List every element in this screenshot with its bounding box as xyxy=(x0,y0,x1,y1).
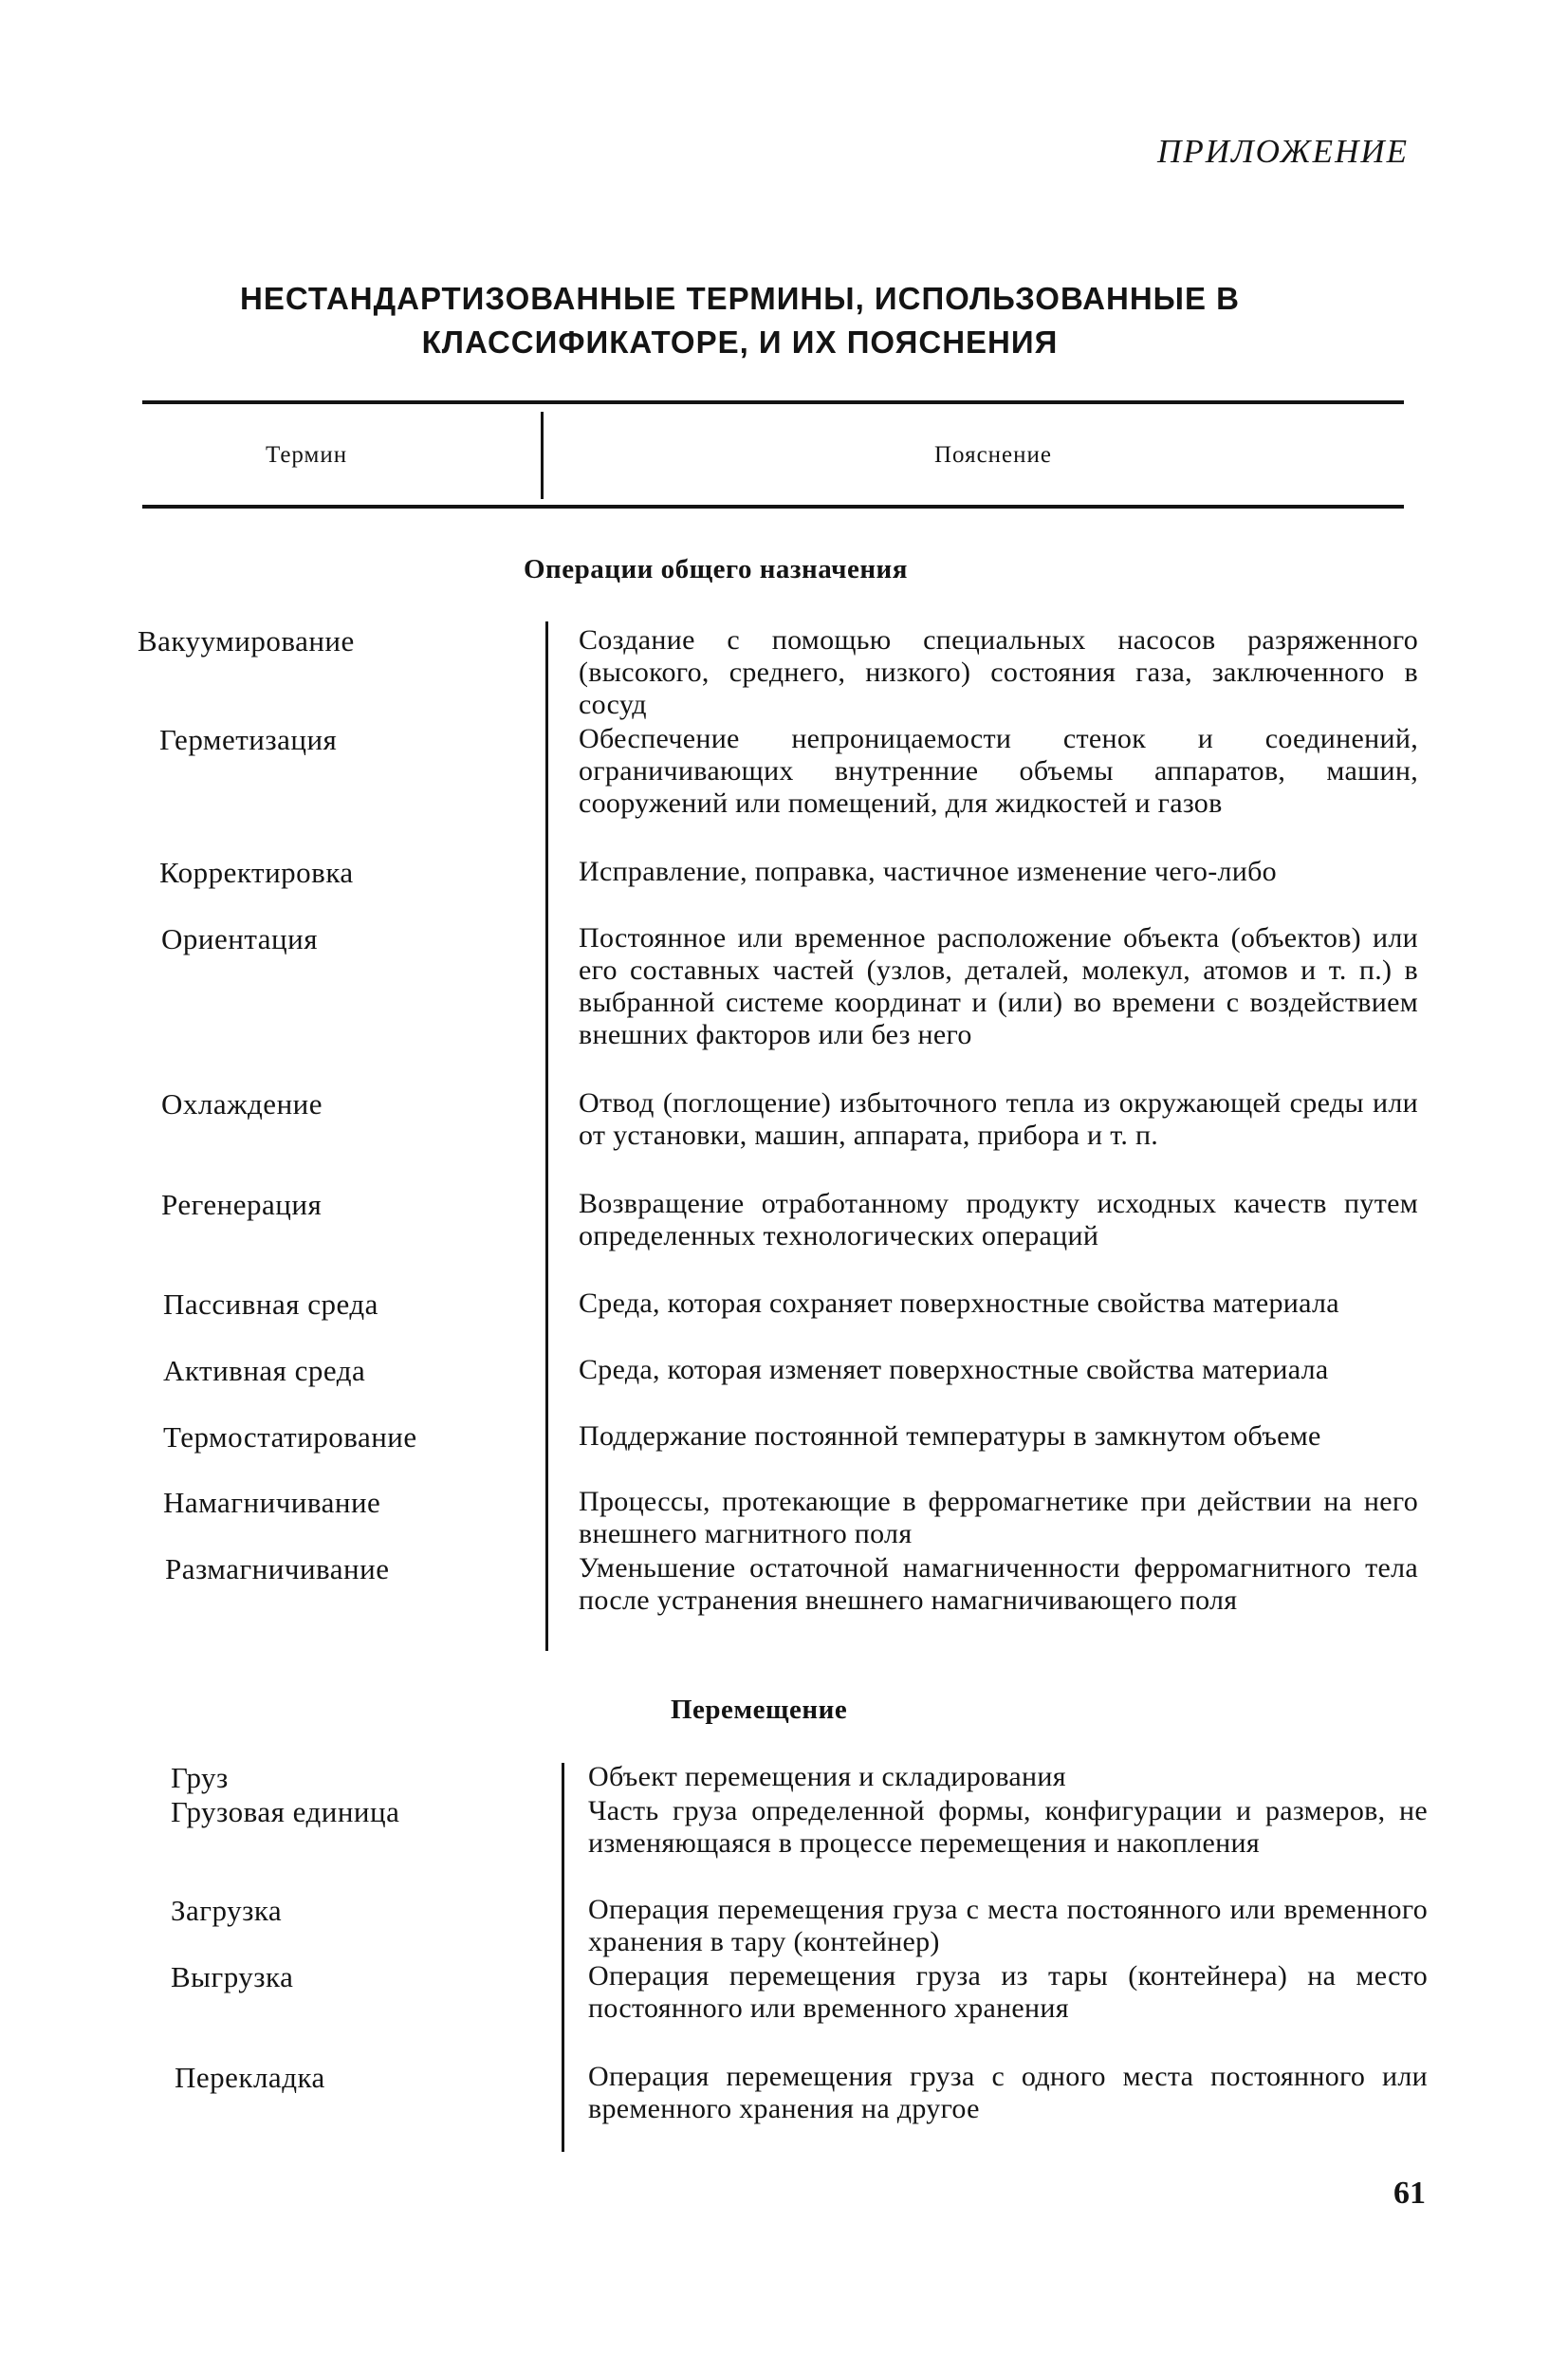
term-cell: Размагничивание xyxy=(165,1552,390,1585)
explanation-cell: Исправление, поправка, частичное изменение чего-либо xyxy=(579,856,1277,887)
section-title-general-operations: Операции общего назначения xyxy=(524,554,908,584)
header-divider xyxy=(541,412,544,499)
column-header-term: Термин xyxy=(266,442,348,468)
column-divider-general xyxy=(545,621,548,1651)
explanation-cell: Постоянное или временное расположение объекта (объектов) или его составных частей (узлов, деталей, молекул, атомов и т. п.) в выбранной системе координат и (или) во времени с воздействием внешних факторов или без него xyxy=(579,922,1418,1050)
term-cell: Термостатирование xyxy=(163,1420,417,1454)
appendix-label: ПРИЛОЖЕНИЕ xyxy=(1157,133,1409,170)
explanation-cell: Уменьшение остаточной намагниченности ферромагнитного тела после устранения внешнего намагничивающего поля xyxy=(579,1552,1418,1616)
column-divider-transfer xyxy=(562,1763,564,2152)
explanation-cell: Создание с помощью специальных насосов разряженного (высокого, среднего, низкого) состояния газа, заключенного в сосуд xyxy=(579,624,1418,720)
term-cell: Корректировка xyxy=(159,856,354,889)
explanation-cell: Операция перемещения груза с одного места постоянного или временного хранения на другое xyxy=(588,2061,1428,2124)
term-cell: Активная среда xyxy=(163,1354,366,1387)
term-cell: Регенерация xyxy=(161,1188,323,1221)
term-cell: Охлаждение xyxy=(161,1087,323,1121)
term-cell: Перекладка xyxy=(175,2061,325,2094)
term-cell: Вакуумирование xyxy=(138,624,355,658)
section-title-transfer: Перемещение xyxy=(671,1695,848,1725)
table-top-rule xyxy=(142,400,1404,404)
explanation-cell: Операция перемещения груза с места постоянного или временного хранения в тару (контейнер) xyxy=(588,1894,1428,1957)
explanation-cell: Отвод (поглощение) избыточного тепла из окружающей среды или от установки, машин, аппарата, прибора и т. п. xyxy=(579,1087,1418,1151)
table-header-bottom-rule xyxy=(142,505,1404,509)
term-cell: Ориентация xyxy=(161,922,318,955)
term-cell: Пассивная среда xyxy=(163,1288,378,1321)
explanation-cell: Процессы, протекающие в ферромагнетике при действии на него внешнего магнитного поля xyxy=(579,1486,1418,1549)
term-cell: Грузовая единица xyxy=(171,1795,400,1828)
term-cell: Груз xyxy=(171,1761,229,1794)
term-cell: Герметизация xyxy=(159,723,338,756)
explanation-cell: Часть груза определенной формы, конфигурации и размеров, не изменяющаяся в процессе перемещения и накопления xyxy=(588,1795,1428,1859)
explanation-cell: Обеспечение непроницаемости стенок и соединений, ограничивающих внутренние объемы аппаратов, машин, сооружений или помещений, для жидкостей и газов xyxy=(579,723,1418,819)
explanation-cell: Среда, которая изменяет поверхностные свойства материала xyxy=(579,1354,1329,1385)
column-header-explanation: Пояснение xyxy=(934,442,1053,468)
page-title: НЕСТАНДАРТИЗОВАННЫЕ ТЕРМИНЫ, ИСПОЛЬЗОВАННЫЕ В КЛАССИФИКАТОРЕ, И ИХ ПОЯСНЕНИЯ xyxy=(240,281,1240,360)
page-number: 61 xyxy=(1393,2176,1426,2211)
term-cell: Загрузка xyxy=(171,1894,283,1927)
explanation-cell: Операция перемещения груза из тары (контейнера) на место постоянного или временного хранения xyxy=(588,1960,1428,2024)
term-cell: Намагничивание xyxy=(163,1486,381,1519)
explanation-cell: Среда, которая сохраняет поверхностные свойства материала xyxy=(579,1288,1339,1319)
term-cell: Выгрузка xyxy=(171,1960,294,1993)
explanation-cell: Объект перемещения и складирования xyxy=(588,1761,1066,1792)
explanation-cell: Возвращение отработанному продукту исходных качеств путем определенных технологических операций xyxy=(579,1188,1418,1251)
explanation-cell: Поддержание постоянной температуры в замкнутом объеме xyxy=(579,1420,1321,1452)
